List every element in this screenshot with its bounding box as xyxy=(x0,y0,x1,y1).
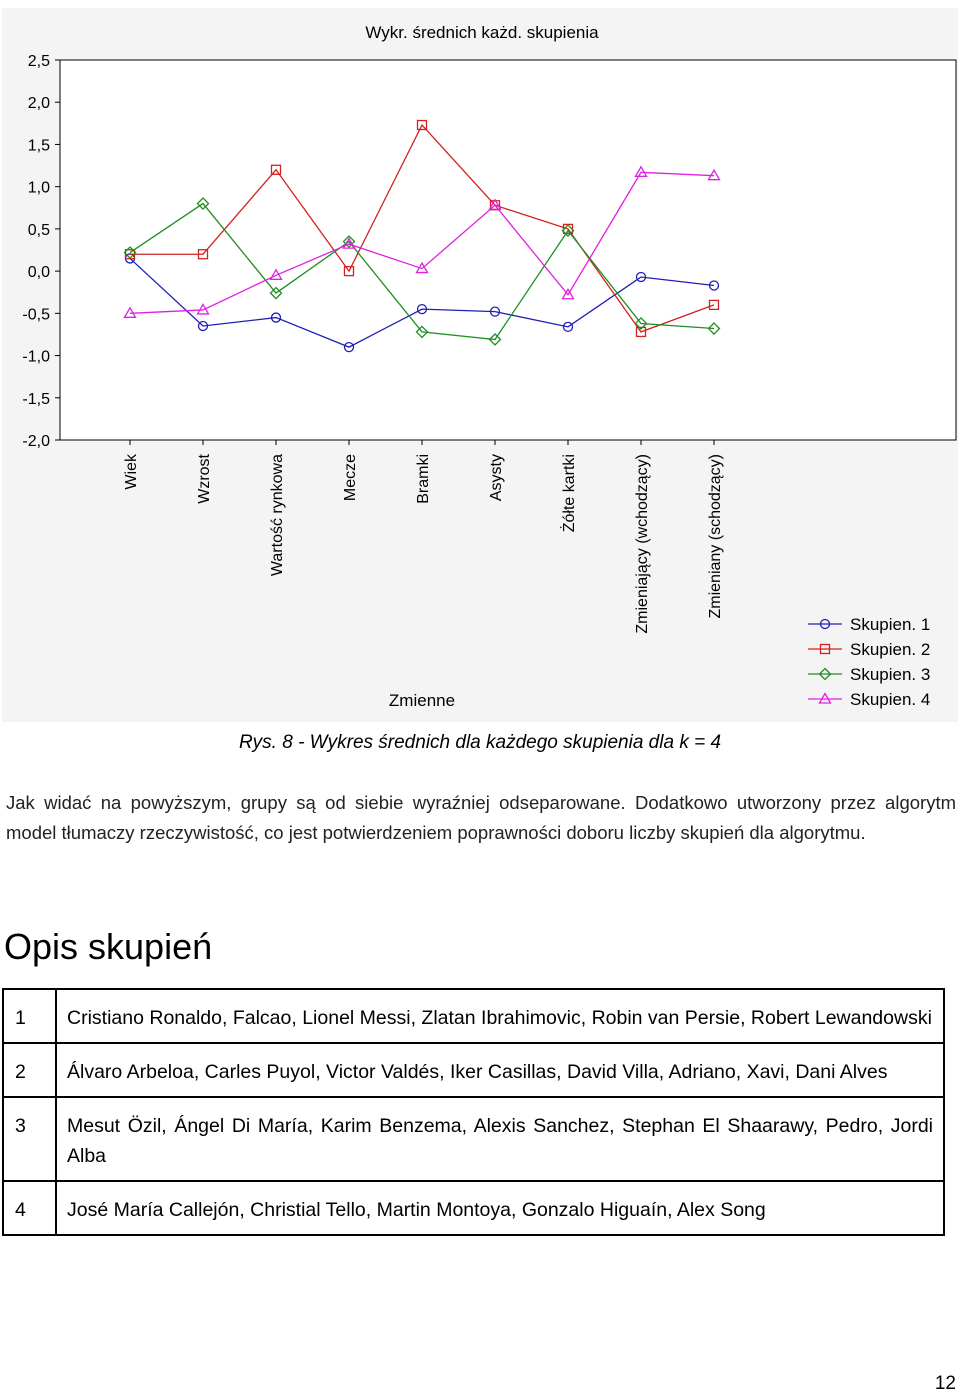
y-tick-label: 0,5 xyxy=(27,221,50,239)
y-tick-label: 1,0 xyxy=(27,179,50,197)
cluster-number: 3 xyxy=(3,1097,56,1181)
legend-marker xyxy=(820,694,831,704)
y-tick-label: -1,0 xyxy=(22,348,50,366)
table-row xyxy=(3,989,944,1043)
x-tick-label: Asysty xyxy=(488,454,505,502)
y-tick-label: 0,0 xyxy=(27,264,50,282)
legend-label: Skupien. 1 xyxy=(850,615,931,634)
table-row xyxy=(3,1097,944,1181)
y-tick-label: 2,0 xyxy=(27,95,50,113)
figure-caption: Rys. 8 - Wykres średnich dla każdego skupienia dla k = 4 xyxy=(238,732,722,753)
cluster-number: 1 xyxy=(3,989,56,1043)
cluster-members: Mesut Özil, Ángel Di María, Karim Benzema, Alexis Sanchez, Stephan El Shaarawy, Pedro, Jordi Alba xyxy=(56,1097,944,1181)
body-paragraph: Jak widać na powyższym, grupy są od siebie wyraźniej odseparowane. Dodatkowo utworzony przez algorytm model tłumaczy rzeczywistość, co jest potwierdzeniem poprawności doboru liczby skupień dla algorytmu. xyxy=(6,792,956,843)
cluster-number: 4 xyxy=(3,1181,56,1235)
x-tick-label: Mecze xyxy=(342,454,359,502)
y-tick-label: -0,5 xyxy=(22,306,50,324)
chart-title: Wykr. średnich każd. skupienia xyxy=(365,23,599,42)
cluster-number: 2 xyxy=(3,1043,56,1097)
table-row xyxy=(3,1181,944,1235)
legend-label: Skupien. 3 xyxy=(850,665,931,684)
line-chart xyxy=(2,8,958,722)
y-tick-label: 1,5 xyxy=(27,137,50,155)
cluster-members: Cristiano Ronaldo, Falcao, Lionel Messi, Zlatan Ibrahimovic, Robin van Persie, Robert Lewandowski xyxy=(56,989,944,1043)
legend-label: Skupien. 4 xyxy=(850,690,931,709)
chart-figure xyxy=(2,8,958,722)
x-tick-label: Zmieniany (schodzący) xyxy=(707,454,724,619)
x-tick-label: Żółte kartki xyxy=(561,454,578,533)
y-tick-label: -1,5 xyxy=(22,390,50,408)
y-tick-label: 2,5 xyxy=(27,53,50,70)
y-tick-label: -2,0 xyxy=(22,433,50,450)
x-tick-label: Wartość rynkowa xyxy=(269,454,286,577)
x-tick-label: Wiek xyxy=(123,454,140,490)
cluster-members: Álvaro Arbeloa, Carles Puyol, Victor Valdés, Iker Casillas, David Villa, Adriano, Xavi, Dani Alves xyxy=(56,1043,944,1097)
legend-label: Skupien. 2 xyxy=(850,640,931,659)
x-tick-label: Wzrost xyxy=(196,454,213,504)
x-tick-label: Zmieniający (wchodzący) xyxy=(634,454,651,634)
x-axis-title: Zmienne xyxy=(388,691,456,710)
section-title: Opis skupień xyxy=(4,926,213,967)
table-row xyxy=(3,1043,944,1097)
x-tick-label: Bramki xyxy=(415,454,432,504)
plot-area xyxy=(60,60,956,440)
clusters-table xyxy=(2,988,945,1236)
page-number: 12 xyxy=(934,1373,956,1394)
cluster-members: José María Callejón, Christial Tello, Martin Montoya, Gonzalo Higuaín, Alex Song xyxy=(56,1181,944,1235)
